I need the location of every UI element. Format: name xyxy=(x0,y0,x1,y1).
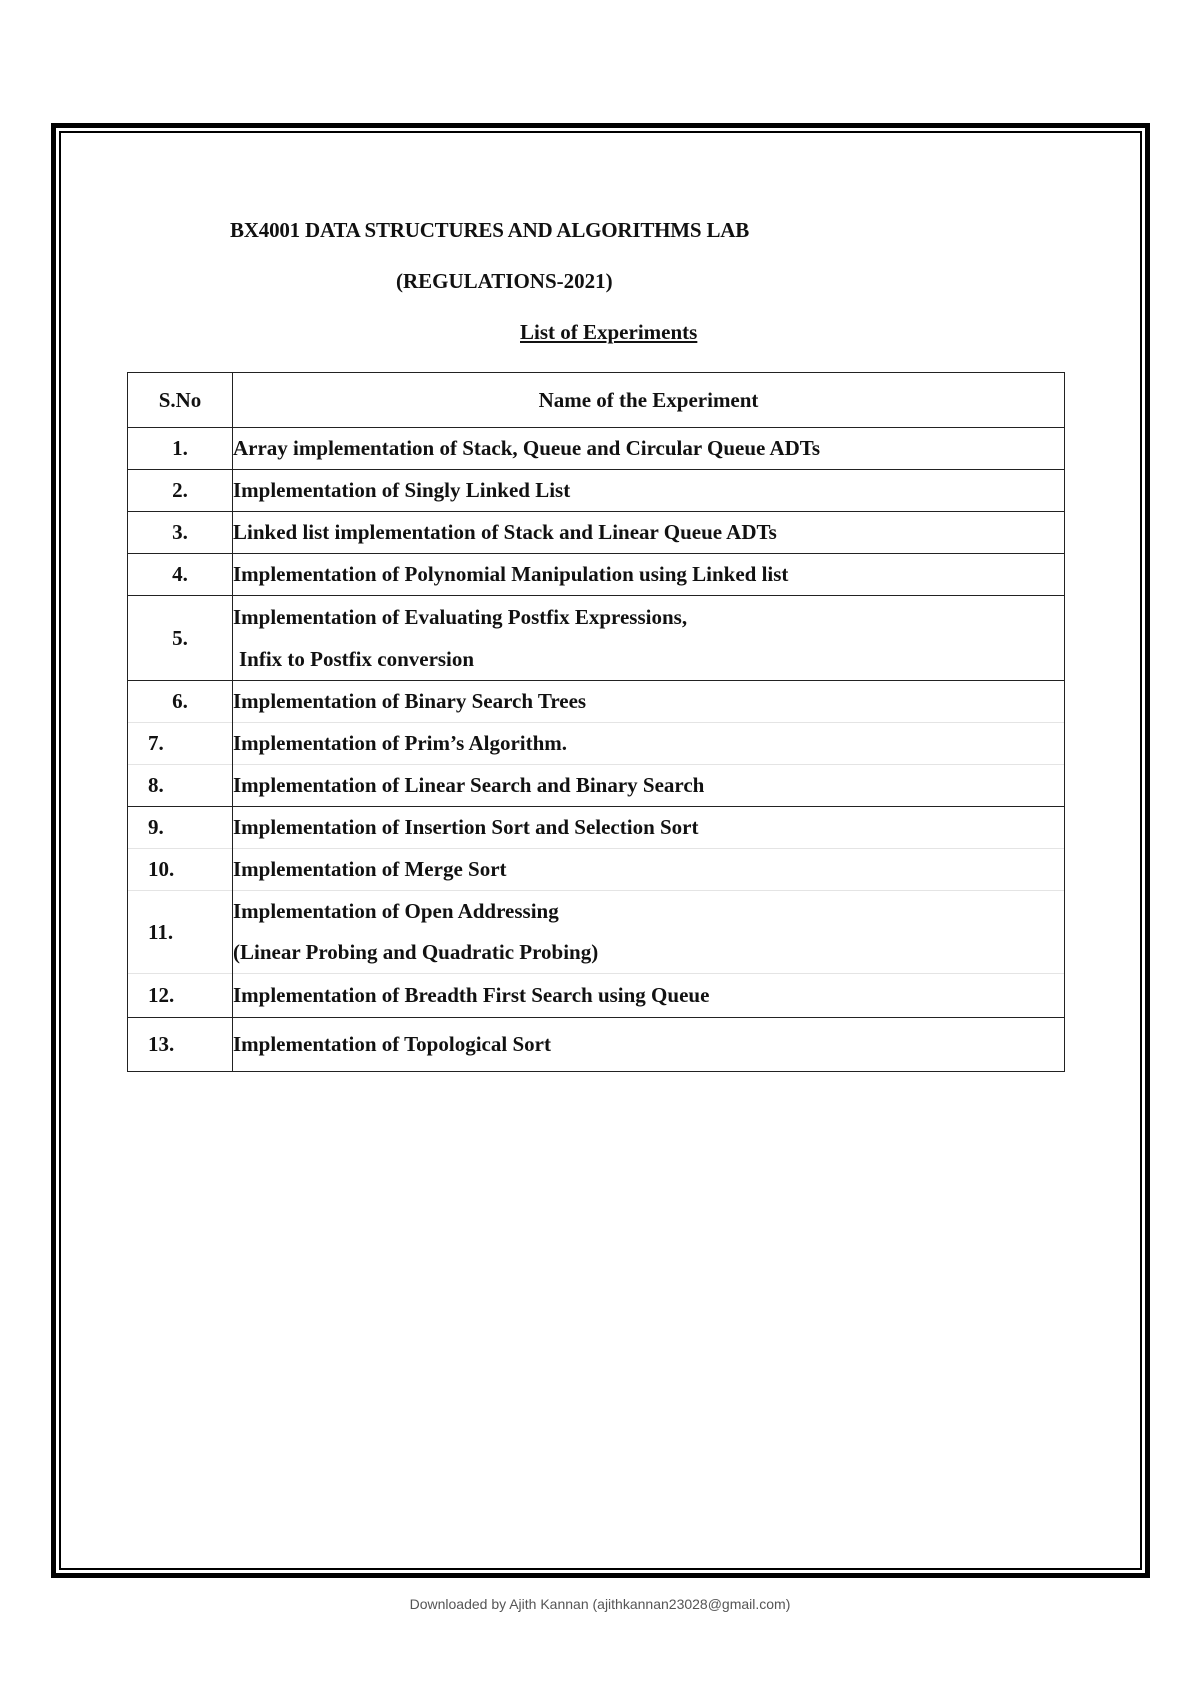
row-sno: 11. xyxy=(128,891,233,974)
row-experiment-name xyxy=(233,891,1065,974)
header-name: Name of the Experiment xyxy=(233,373,1065,428)
table-row xyxy=(128,596,1065,681)
row-experiment-name: Implementation of Insertion Sort and Selection Sort xyxy=(233,807,1065,849)
row-experiment-name: Implementation of Topological Sort xyxy=(233,1018,1065,1072)
table-row xyxy=(128,428,1065,470)
row-experiment-line: Implementation of Evaluating Postfix Expressions, xyxy=(233,605,688,629)
table-header-row xyxy=(128,373,1065,428)
row-sno: 3. xyxy=(128,512,233,554)
row-experiment-name: Implementation of Prim’s Algorithm. xyxy=(233,723,1065,765)
row-sno: 8. xyxy=(128,765,233,807)
table-row xyxy=(128,1018,1065,1072)
row-experiment-line: Implementation of Open Addressing xyxy=(233,899,559,923)
row-sno: 6. xyxy=(128,681,233,723)
row-experiment-name: Implementation of Linear Search and Binary Search xyxy=(233,765,1065,807)
table-row xyxy=(128,765,1065,807)
experiments-table xyxy=(127,372,1065,1072)
table-row xyxy=(128,512,1065,554)
table-row xyxy=(128,723,1065,765)
row-sno: 9. xyxy=(128,807,233,849)
row-sno: 2. xyxy=(128,470,233,512)
row-experiment-name: Implementation of Breadth First Search using Queue xyxy=(233,974,1065,1018)
table-row xyxy=(128,974,1065,1018)
row-experiment-name xyxy=(233,596,1065,681)
table-row xyxy=(128,849,1065,891)
table-row xyxy=(128,470,1065,512)
row-experiment-line: Infix to Postfix conversion xyxy=(239,647,475,671)
row-experiment-name: Implementation of Polynomial Manipulation using Linked list xyxy=(233,554,1065,596)
table-row xyxy=(128,681,1065,723)
row-sno: 12. xyxy=(128,974,233,1018)
document-title: BX4001 DATA STRUCTURES AND ALGORITHMS LAB xyxy=(230,218,750,242)
row-experiment-name: Linked list implementation of Stack and Linear Queue ADTs xyxy=(233,512,1065,554)
table-row xyxy=(128,554,1065,596)
row-experiment-line: (Linear Probing and Quadratic Probing) xyxy=(233,940,599,964)
row-experiment-name: Implementation of Merge Sort xyxy=(233,849,1065,891)
row-sno: 13. xyxy=(128,1018,233,1072)
row-sno: 7. xyxy=(128,723,233,765)
row-sno: 5. xyxy=(128,596,233,681)
document-regulations: (REGULATIONS-2021) xyxy=(396,269,613,293)
row-experiment-name: Implementation of Singly Linked List xyxy=(233,470,1065,512)
row-experiment-name: Array implementation of Stack, Queue and Circular Queue ADTs xyxy=(233,428,1065,470)
table-row xyxy=(128,807,1065,849)
header-sno: S.No xyxy=(128,373,233,428)
document-subtitle: List of Experiments xyxy=(520,320,698,344)
row-sno: 10. xyxy=(128,849,233,891)
row-experiment-name: Implementation of Binary Search Trees xyxy=(233,681,1065,723)
row-sno: 4. xyxy=(128,554,233,596)
row-sno: 1. xyxy=(128,428,233,470)
table-row xyxy=(128,891,1065,974)
download-footer: Downloaded by Ajith Kannan (ajithkannan23028@gmail.com) xyxy=(409,1596,791,1612)
